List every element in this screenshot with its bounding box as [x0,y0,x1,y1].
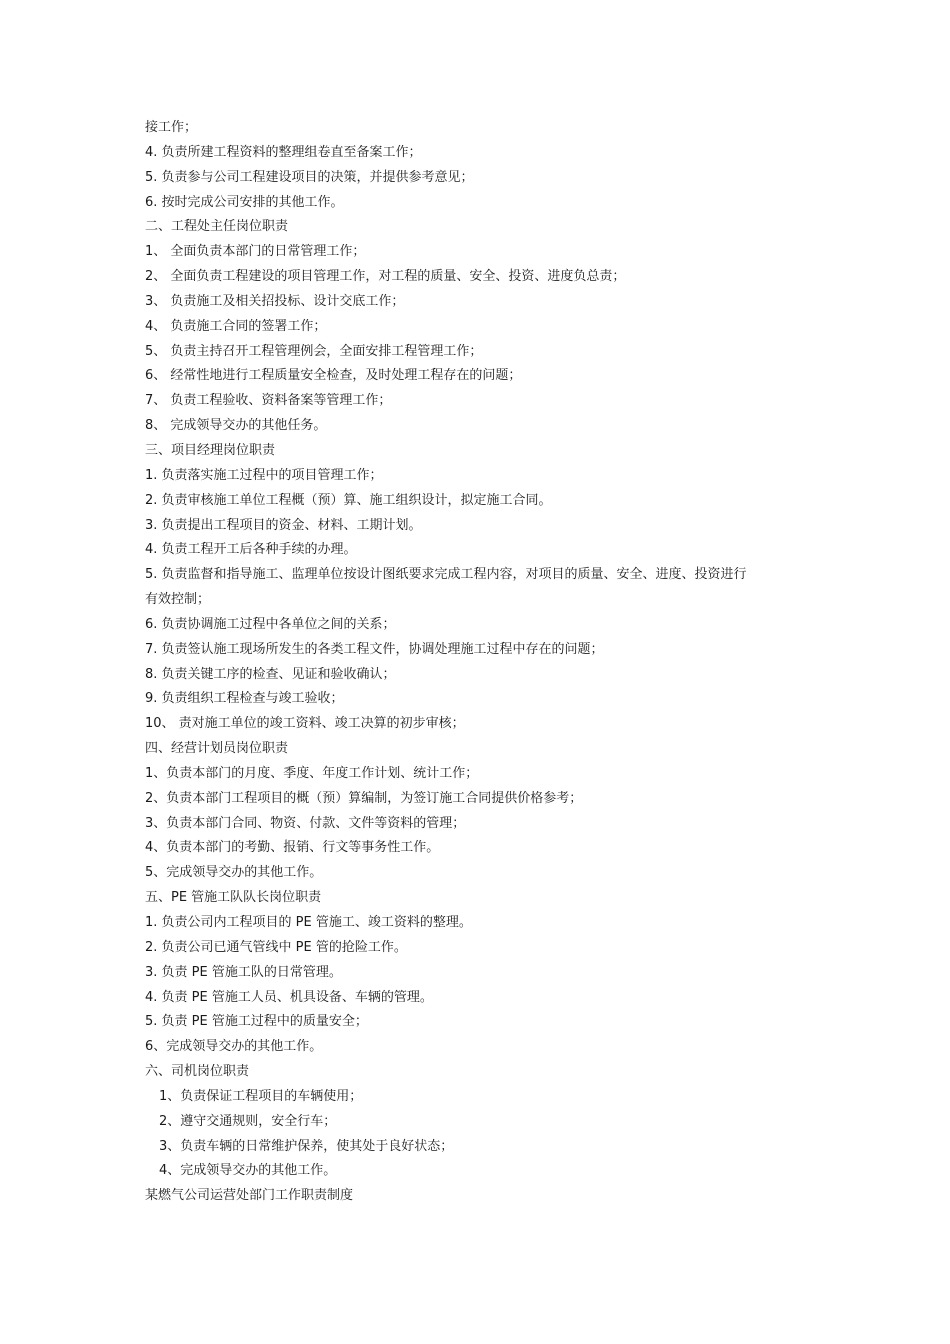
text-line: 10、 责对施工单位的竣工资料、竣工决算的初步审核； [145,716,465,732]
text-line: 2. 负责公司已通气管线中 PE 管的抢险工作。 [145,939,407,955]
text-line: 3、负责本部门合同、物资、付款、文件等资料的管理； [145,815,466,831]
text-line: 8. 负责关键工序的检查、见证和验收确认； [145,666,396,682]
text-line: 4. 负责所建工程资料的整理组卷直至备案工作； [145,144,422,160]
text-line: 5、完成领导交办的其他工作。 [145,865,323,881]
text-line: 某燃气公司运营处部门工作职责制度 [145,1188,354,1204]
text-line: 3、 负责施工及相关招投标、设计交底工作； [145,293,405,309]
text-line: 5. 负责 PE 管施工过程中的质量安全； [145,1014,368,1030]
text-line: 3、负责车辆的日常维护保养，使其处于良好状态； [159,1138,454,1154]
text-line: 8、 完成领导交办的其他任务。 [145,418,327,434]
text-line: 2、遵守交通规则，安全行车； [159,1113,337,1129]
text-line: 1、 全面负责本部门的日常管理工作； [145,244,366,260]
text-line: 接工作； [145,120,198,135]
text-line: 9. 负责组织工程检查与竣工验收； [145,691,344,707]
text-line: 5. 负责监督和指导施工、监理单位按设计图纸要求完成工程内容，对项目的质量、安全、进度、投资进行 [145,567,747,583]
text-line: 1. 负责落实施工过程中的项目管理工作； [145,467,383,483]
text-line: 六、司机岗位职责 [145,1064,250,1080]
text-line: 四、经营计划员岗位职责 [145,741,289,757]
text-line: 1、负责本部门的月度、季度、年度工作计划、统计工作； [145,765,479,781]
text-line: 3. 负责提出工程项目的资金、材料、工期计划。 [145,517,422,533]
text-line: 1. 负责公司内工程项目的 PE 管施工、竣工资料的整理。 [145,915,472,930]
text-line: 6. 按时完成公司安排的其他工作。 [145,194,344,210]
text-line: 五、PE 管施工队队长岗位职责 [145,890,322,906]
text-line: 4、 负责施工合同的签署工作； [145,318,327,334]
text-line: 2、 全面负责工程建设的项目管理工作，对工程的质量、安全、投资、进度负总责； [145,269,626,285]
text-line: 4. 负责 PE 管施工人员、机具设备、车辆的管理。 [145,989,433,1005]
text-line: 2、负责本部门工程项目的概（预）算编制，为签订施工合同提供价格参考； [145,790,583,806]
text-line: 4、负责本部门的考勤、报销、行文等事务性工作。 [145,840,440,856]
text-line: 3. 负责 PE 管施工队的日常管理。 [145,964,342,980]
text-line: 6、完成领导交办的其他工作。 [145,1039,323,1055]
text-line: 1、负责保证工程项目的车辆使用； [159,1088,363,1104]
text-line: 5. 负责参与公司工程建设项目的决策，并提供参考意见； [145,169,474,185]
text-line: 有效控制； [145,592,211,608]
text-line: 二、工程处主任岗位职责 [145,219,289,235]
text-line: 7. 负责签认施工现场所发生的各类工程文件，协调处理施工过程中存在的问题； [145,641,604,657]
text-line: 4. 负责工程开工后各种手续的办理。 [145,542,357,558]
text-line: 5、 负责主持召开工程管理例会，全面安排工程管理工作； [145,343,483,359]
text-line: 6、 经常性地进行工程质量安全检查，及时处理工程存在的问题； [145,368,522,384]
document-body [145,116,825,1209]
text-line: 三、项目经理岗位职责 [145,442,276,458]
text-line: 2. 负责审核施工单位工程概（预）算、施工组织设计，拟定施工合同。 [145,492,552,508]
text-line: 4、完成领导交办的其他工作。 [159,1163,337,1179]
text-line: 6. 负责协调施工过程中各单位之间的关系； [145,616,396,632]
text-line: 7、 负责工程验收、资料备案等管理工作； [145,393,392,409]
